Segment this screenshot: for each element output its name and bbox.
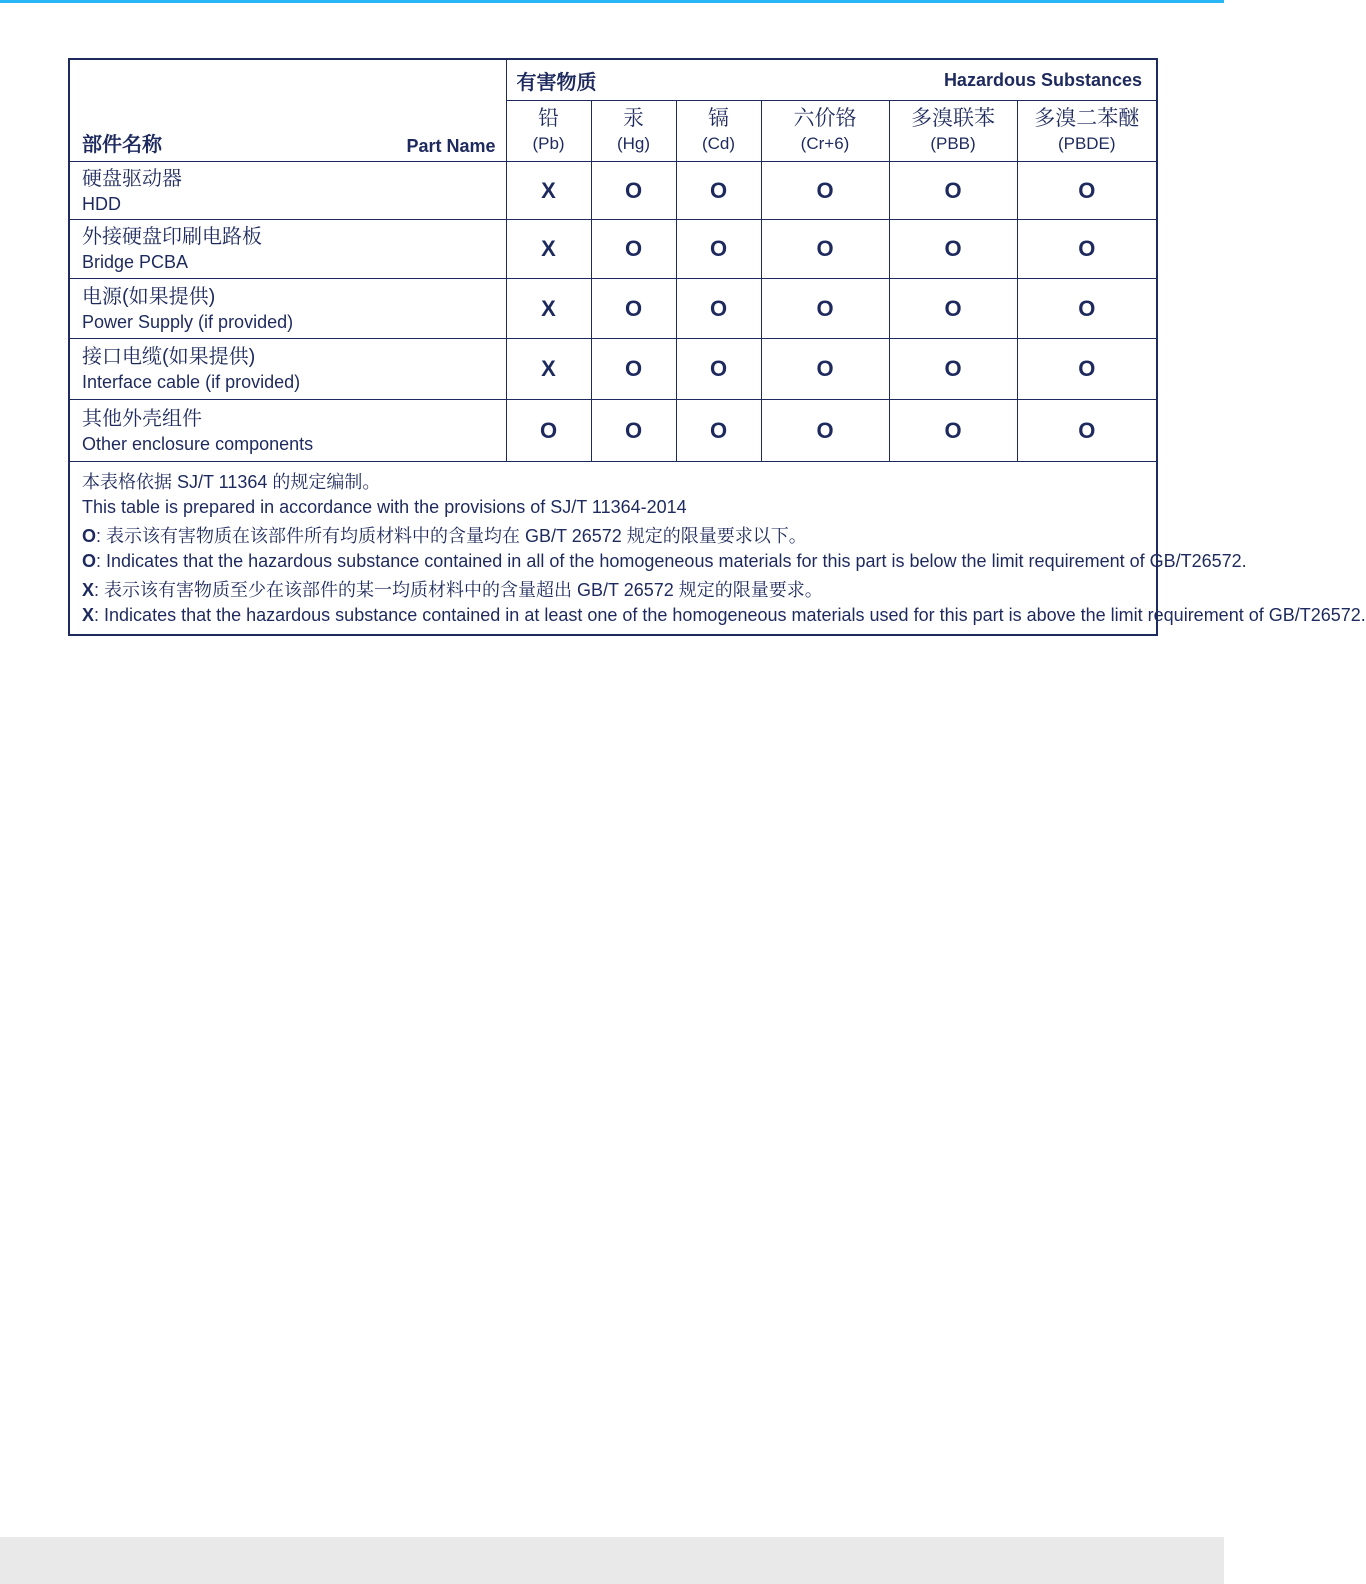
part-name-en: Power Supply (if provided) xyxy=(82,311,294,332)
part-cell xyxy=(69,220,506,279)
substance-mark: O xyxy=(761,339,889,400)
substance-mark: O xyxy=(889,339,1017,400)
table-row-hdd xyxy=(69,162,1157,220)
x-legend-en-text: Indicates that the hazardous substance contained in at least one of the homogeneous materials used for this part is above the limit requirement of GB/T26572. xyxy=(104,605,1366,625)
substance-mark: O xyxy=(889,279,1017,339)
substance-name: 多溴联苯 xyxy=(911,107,995,130)
part-name-en: Interface cable (if provided) xyxy=(82,372,301,392)
table-row-other-enclosure xyxy=(69,400,1157,462)
table-row-bridge-pcba xyxy=(69,220,1157,279)
substance-mark: O xyxy=(761,400,889,462)
part-name-en: Bridge PCBA xyxy=(82,252,189,272)
substance-mark: O xyxy=(591,339,676,400)
substance-mark: X xyxy=(506,339,591,400)
substance-header-pbb xyxy=(889,101,1017,162)
o-legend-zh: O: 表示该有害物质在该部件所有均质材料中的含量均在 GB/T 26572 规定的限量要求以下。 xyxy=(82,526,807,546)
part-cell xyxy=(69,162,506,220)
part-name-en: Part Name xyxy=(406,136,496,156)
substance-symbol: (Cd) xyxy=(701,134,736,153)
o-legend-en-text: Indicates that the hazardous substance contained in all of the homogeneous materials for this part is below the limit requirement of GB/T26572. xyxy=(106,551,1247,571)
x-label: X xyxy=(82,605,95,625)
substance-mark: O xyxy=(889,400,1017,462)
substance-mark: O xyxy=(676,279,761,339)
bottom-bar xyxy=(0,1537,1224,1584)
substance-mark: X xyxy=(506,279,591,339)
substance-mark: X xyxy=(506,220,591,279)
hazardous-substances-zh: 有害物质 xyxy=(516,71,597,94)
substance-mark: O xyxy=(591,279,676,339)
x-legend-zh: X: 表示该有害物质至少在该部件的某一均质材料中的含量超出 GB/T 26572 规定的限量要求。 xyxy=(82,580,823,600)
x-legend-zh-text: 表示该有害物质至少在该部件的某一均质材料中的含量超出 GB/T 26572 规定的限量要求。 xyxy=(104,580,823,600)
substance-mark: O xyxy=(591,162,676,220)
o-legend-zh-text: 表示该有害物质在该部件所有均质材料中的含量均在 GB/T 26572 规定的限量要求以下。 xyxy=(106,526,807,546)
part-name-zh: 硬盘驱动器 xyxy=(82,167,182,190)
substance-mark: O xyxy=(676,339,761,400)
substance-mark: O xyxy=(889,162,1017,220)
substance-symbol: (PBB) xyxy=(930,134,976,153)
substance-mark: O xyxy=(676,220,761,279)
substance-header-pbde xyxy=(1017,101,1157,162)
substance-header-hg xyxy=(591,101,676,162)
substance-header-cr6 xyxy=(761,101,889,162)
part-cell xyxy=(69,279,506,339)
substance-header-cd xyxy=(676,101,761,162)
substance-mark: O xyxy=(761,162,889,220)
substance-symbol: (Cr+6) xyxy=(800,134,850,153)
top-accent-line xyxy=(0,0,1224,3)
substance-symbol: (Pb) xyxy=(532,134,565,153)
part-name-zh: 部件名称 xyxy=(82,134,162,156)
substance-mark: O xyxy=(591,220,676,279)
substance-symbol: (PBDE) xyxy=(1057,134,1116,153)
substance-mark: O xyxy=(1017,220,1157,279)
substance-mark: O xyxy=(591,400,676,462)
x-label: X xyxy=(82,580,95,600)
part-name-zh: 电源(如果提供) xyxy=(82,285,216,308)
substance-name: 汞 xyxy=(623,107,644,130)
part-name-zh: 外接硬盘印刷电路板 xyxy=(82,226,262,248)
substance-mark: O xyxy=(676,162,761,220)
x-legend-en: X: Indicates that the hazardous substance contained in at least one of the homogeneous materials used for this part is above the limit requirement of GB/T26572. xyxy=(82,605,1366,625)
o-legend-en: O: Indicates that the hazardous substance contained in all of the homogeneous materials for this part is below the limit requirement of GB/T26572. xyxy=(82,551,1247,571)
substance-mark: O xyxy=(1017,162,1157,220)
substance-mark: O xyxy=(1017,339,1157,400)
part-cell xyxy=(69,339,506,400)
hazardous-substances-en: Hazardous Substances xyxy=(943,69,1142,90)
hazardous-substances-header xyxy=(506,59,1157,101)
substance-name: 多溴二苯醚 xyxy=(1034,107,1140,130)
substance-mark: O xyxy=(761,279,889,339)
substance-mark: O xyxy=(1017,400,1157,462)
substance-name: 铅 xyxy=(538,107,559,130)
standard-note-en: This table is prepared in accordance with the provisions of SJ/T 11364-2014 xyxy=(82,497,687,517)
o-label: O xyxy=(82,526,97,546)
part-name-header xyxy=(69,59,506,162)
substance-symbol: (Hg) xyxy=(616,134,651,153)
part-name-en: Other enclosure components xyxy=(82,433,314,454)
part-cell xyxy=(69,400,506,462)
substance-mark: X xyxy=(506,162,591,220)
part-name-en: HDD xyxy=(82,193,121,214)
substance-header-pb xyxy=(506,101,591,162)
substance-name: 镉 xyxy=(708,107,729,130)
table-notes xyxy=(69,462,1366,636)
substance-mark: O xyxy=(761,220,889,279)
part-name-zh: 接口电缆(如果提供) xyxy=(82,346,256,368)
hazardous-substances-table xyxy=(68,58,1366,636)
substance-name: 六价铬 xyxy=(793,107,857,130)
substance-mark: O xyxy=(889,220,1017,279)
table-row-interface-cable xyxy=(69,339,1157,400)
substance-mark: O xyxy=(676,400,761,462)
standard-note-zh: 本表格依据 SJ/T 11364 的规定编制。 xyxy=(82,472,381,492)
substance-mark: O xyxy=(506,400,591,462)
substance-mark: O xyxy=(1017,279,1157,339)
o-label: O xyxy=(82,551,97,571)
part-name-zh: 其他外壳组件 xyxy=(82,407,202,430)
table-row-power-supply xyxy=(69,279,1157,339)
